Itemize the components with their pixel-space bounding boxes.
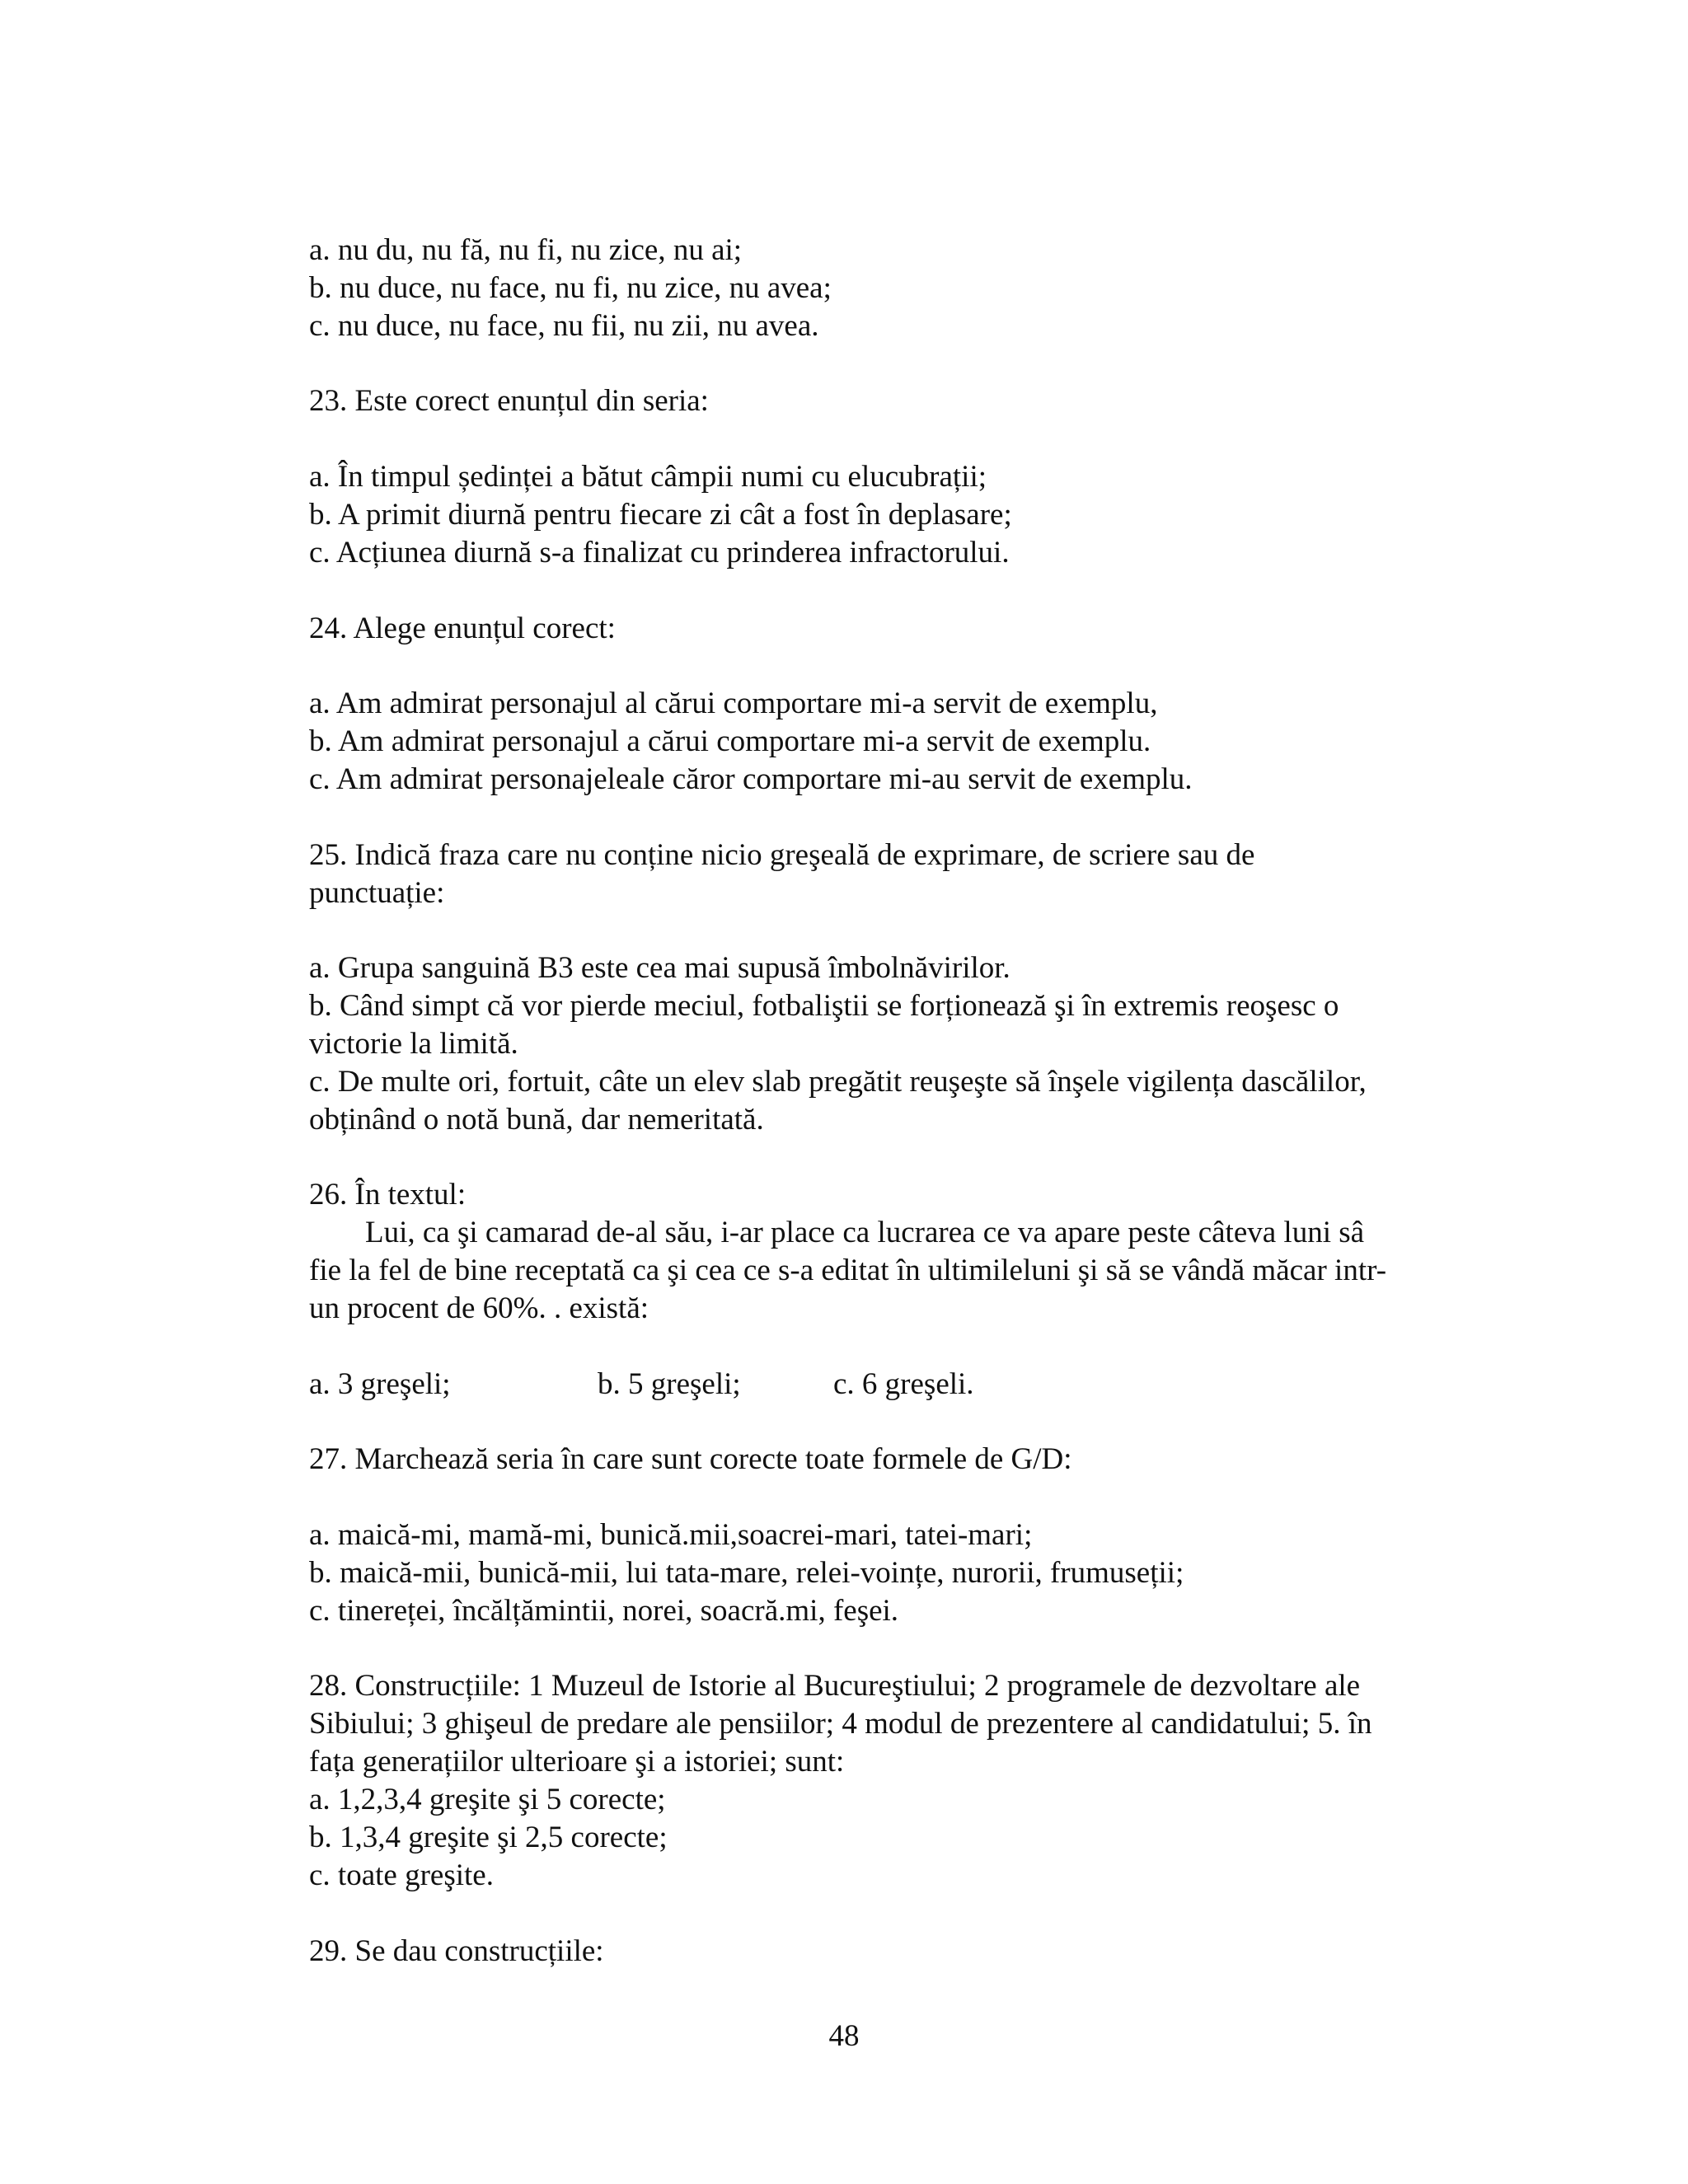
answer-line: obținând o notă bună, dar nemeritată. <box>309 1103 764 1137</box>
answer-line: b. nu duce, nu face, nu fi, nu zice, nu avea; <box>309 271 832 305</box>
question-29: 29. Se dau construcțiile: <box>309 1934 604 1968</box>
q26-option-a: a. 3 greşeli; <box>309 1367 451 1401</box>
question-25: 25. Indică fraza care nu conține nicio greşeală de exprimare, de scriere sau de <box>309 838 1255 872</box>
answer-line: a. În timpul ședinței a bătut câmpii numi cu elucubrații; <box>309 460 987 494</box>
question-27: 27. Marchează seria în care sunt corecte toate formele de G/D: <box>309 1442 1072 1476</box>
answer-line: b. maică-mii, bunică-mii, lui tata-mare, relei-voințe, nurorii, frumuseții; <box>309 1556 1184 1590</box>
q26-option-b: b. 5 greşeli; <box>598 1367 741 1401</box>
question-28-continued: fața generațiilor ulterioare şi a istoriei; sunt: <box>309 1745 845 1779</box>
page-number: 48 <box>828 2019 860 2053</box>
quoted-text: un procent de 60%. . există: <box>309 1291 649 1325</box>
answer-line: b. Am admirat personajul a cărui comportare mi-a servit de exemplu. <box>309 724 1151 758</box>
quoted-text: fie la fel de bine receptată ca şi cea ce s-a editat în ultimileluni şi să se vândă măcar intr- <box>309 1254 1387 1287</box>
quoted-text: Lui, ca şi camarad de-al său, i-ar place ca lucrarea ce va apare peste câteva luni sâ <box>365 1216 1365 1249</box>
question-24: 24. Alege enunțul corect: <box>309 612 616 645</box>
answer-line: c. Am admirat personajeleale căror comportare mi-au servit de exemplu. <box>309 762 1193 796</box>
answer-line: a. Am admirat personajul al cărui comportare mi-a servit de exemplu, <box>309 687 1158 720</box>
question-28: 28. Construcțiile: 1 Muzeul de Istorie al Bucureştiului; 2 programele de dezvoltare ale <box>309 1669 1361 1703</box>
answer-line: c. nu duce, nu face, nu fii, nu zii, nu avea. <box>309 309 819 343</box>
answer-line: a. nu du, nu fă, nu fi, nu zice, nu ai; <box>309 233 743 267</box>
question-25-continued: punctuație: <box>309 876 445 910</box>
answer-line: b. Când simpt că vor pierde meciul, fotbaliştii se forționează şi în extremis reoşesc o <box>309 989 1339 1023</box>
answer-line: c. Acțiunea diurnă s-a finalizat cu prinderea infractorului. <box>309 536 1010 569</box>
answer-line: c. De multe ori, fortuit, câte un elev slab pregătit reuşeşte să înşele vigilența dascălilor, <box>309 1065 1367 1099</box>
answer-line: victorie la limită. <box>309 1027 518 1061</box>
question-26: 26. În textul: <box>309 1178 467 1212</box>
answer-line: c. tinereței, încălțămintii, norei, soacră.mi, feşei. <box>309 1594 899 1628</box>
answer-line: b. A primit diurnă pentru fiecare zi cât a fost în deplasare; <box>309 498 1012 532</box>
answer-line: a. 1,2,3,4 greşite şi 5 corecte; <box>309 1783 666 1816</box>
question-28-continued: Sibiului; 3 ghişeul de predare ale pensiilor; 4 modul de prezentere al candidatului; 5. în <box>309 1707 1372 1741</box>
answer-line: b. 1,3,4 greşite şi 2,5 corecte; <box>309 1821 668 1854</box>
answer-line: a. maică-mi, mamă-mi, bunică.mii,soacrei-mari, tatei-mari; <box>309 1518 1033 1552</box>
q26-option-c: c. 6 greşeli. <box>833 1367 974 1401</box>
answer-line: c. toate greşite. <box>309 1858 494 1892</box>
question-23: 23. Este corect enunțul din seria: <box>309 384 709 418</box>
answer-line: a. Grupa sanguină B3 este cea mai supusă îmbolnăvirilor. <box>309 951 1010 985</box>
